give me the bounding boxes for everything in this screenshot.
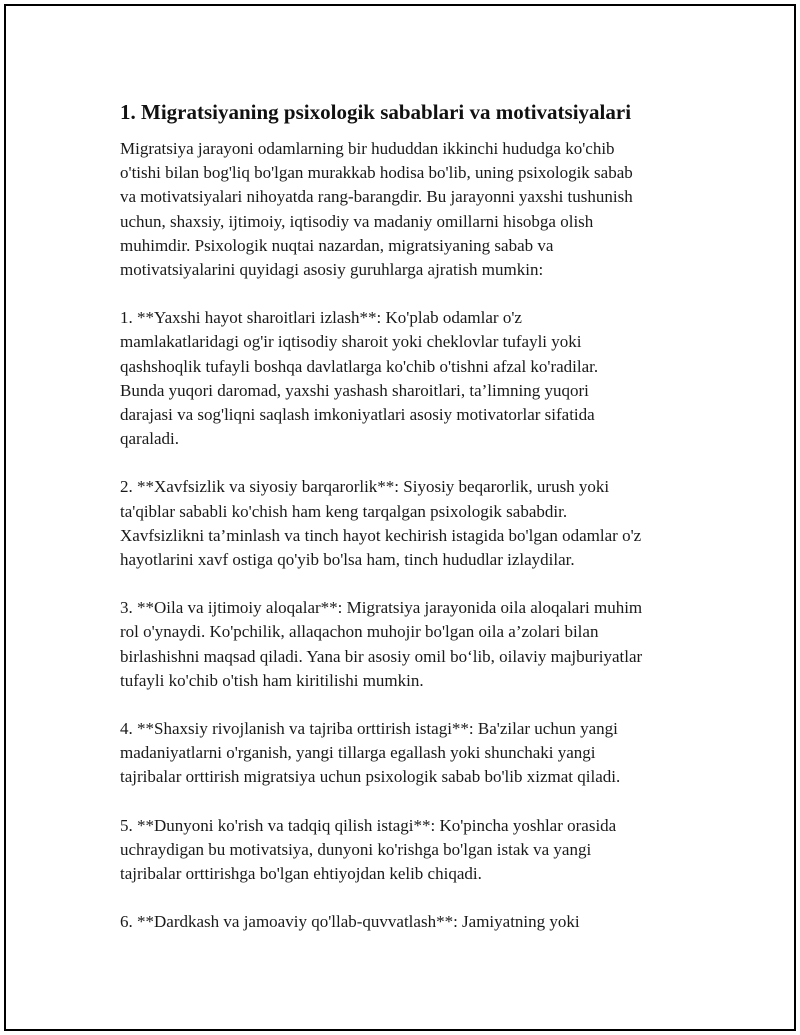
list-item-1: 1. **Yaxshi hayot sharoitlari izlash**: Ko'plab odamlar o'z mamlakatlaridagi og'ir iqtisodiy sharoit yoki cheklovlar tufayli yoki qashshoqlik tufayli boshqa davlatlarga ko'chib o'tishni afzal ko'radilar. Bunda yuqori daromad, yaxshi yashash sharoitlari, ta’limning yuqori darajasi va sog'liqni saqlash imkoniyatlari asosiy motivatorlar sifatida qaraladi. bbox=[120, 308, 599, 449]
list-item-4: 4. **Shaxsiy rivojlanish va tajriba orttirish istagi**: Ba'zilar uchun yangi madaniyatlarni o'rganish, yangi tillarga egallash yoki shunchaki yangi tajribalar orttirish migratsiya uchun psixologik sabab bo'lib xizmat qiladi. bbox=[120, 719, 621, 787]
list-item-3: 3. **Oila va ijtimoiy aloqalar**: Migratsiya jarayonida oila aloqalari muhim rol o'ynaydi. Ko'pchilik, allaqachon muhojir bo'lgan oila a’zolari bilan birlashishni maqsad qiladi. Yana bir asosiy omil bo‘lib, oilaviy majburiyatlar tufayli ko'chib o'tish ham kiritilishi mumkin. bbox=[120, 598, 643, 690]
list-item-6: 6. **Dardkash va jamoaviy qo'llab-quvvatlash**: Jamiyatning yoki bbox=[120, 912, 580, 932]
section-title: 1. Migratsiyaning psixologik sabablari va motivatsiyalari bbox=[120, 100, 632, 124]
page-frame bbox=[4, 4, 796, 1031]
intro-paragraph: Migratsiya jarayoni odamlarning bir hududdan ikkinchi hududga ko'chib o'tishi bilan bog'liq bo'lgan murakkab hodisa bo'lib, uning psixologik sabab va motivatsiyalari nihoyatda rang-barangdir. Bu jarayonni yaxshi tushunish uchun, shaxsiy, ijtimoiy, iqtisodiy va madaniy omillarni hisobga olish muhimdir. Psixologik nuqtai nazardan, migratsiyaning sabab va motivatsiyalarini quyidagi asosiy guruhlarga ajratish mumkin: bbox=[120, 139, 633, 280]
list-item-2: 2. **Xavfsizlik va siyosiy barqarorlik**: Siyosiy beqarorlik, urush yoki ta'qiblar sababli ko'chish ham keng tarqalgan psixologik sababdir. Xavfsizlikni ta’minlash va tinch hayot kechirish istagida bo'lgan odamlar o'z hayotlarini xavf ostiga qo'yib bo'lsa ham, tinch hududlar izlaydilar. bbox=[120, 477, 642, 570]
document-body bbox=[120, 98, 700, 958]
list-item-5: 5. **Dunyoni ko'rish va tadqiq qilish istagi**: Ko'pincha yoshlar orasida uchraydigan bu motivatsiya, dunyoni ko'rishga bo'lgan istak va yangi tajribalar orttirishga bo'lgan ehtiyojdan kelib chiqadi. bbox=[120, 815, 617, 884]
